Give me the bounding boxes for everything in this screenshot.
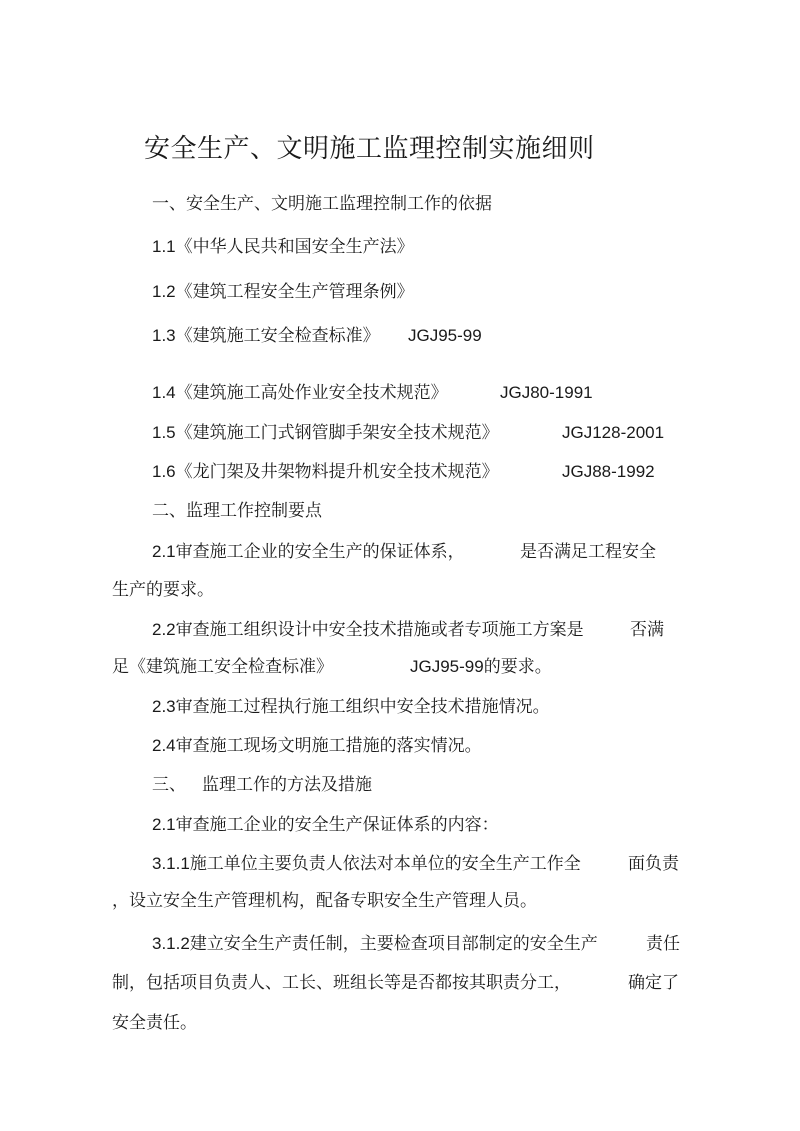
paragraph-text: 否满 [630, 620, 664, 640]
item-number: 2.1 [152, 542, 176, 561]
paragraph-text: 审查施工组织设计中安全技术措施或者专项施工方案是 [175, 620, 584, 640]
item-number: 3.1.2 [152, 934, 190, 953]
item-number: 3.1.1 [152, 854, 190, 873]
list-item [152, 382, 448, 404]
paragraph-text: 审查施工现场文明施工措施的落实情况。 [175, 736, 482, 756]
paragraph-text: ，设立安全生产管理机构，配备专职安全生产管理人员。 [112, 891, 537, 911]
item-number: 1.2 [152, 282, 176, 301]
paragraph-line [152, 853, 581, 875]
list-item [152, 281, 414, 303]
document-title: 安全生产、文明施工监理控制实施细则 [144, 134, 595, 164]
paragraph-line [152, 619, 584, 641]
paragraph-text: 是否满足工程安全 [520, 542, 656, 562]
item-number: 2.3 [152, 697, 176, 716]
paragraph-text: 审查施工过程执行施工组织中安全技术措施情况。 [175, 697, 550, 717]
standard-code: JGJ95-99 [408, 326, 482, 345]
item-text: 《龙门架及井架物料提升机安全技术规范》 [175, 462, 499, 482]
paragraph-text: 审查施工企业的安全生产保证体系的内容： [175, 815, 499, 835]
paragraph-line [152, 696, 550, 718]
standard-code: JGJ128-2001 [562, 423, 665, 442]
paragraph-text: 确定了 [628, 973, 679, 993]
paragraph-text: 安全责任。 [112, 1013, 197, 1033]
paragraph-text: 的要求。 [483, 657, 552, 677]
section-3-heading: 监理工作的方法及措施 [202, 775, 372, 795]
paragraph-text: 制，包括项目负责人、工长、班组长等是否都按其职责分工， [112, 973, 571, 993]
paragraph-line [152, 933, 598, 955]
item-text: 《建筑施工高处作业安全技术规范》 [175, 383, 448, 403]
paragraph-text: 责任 [646, 934, 680, 954]
item-number: 2.4 [152, 736, 176, 755]
paragraph-text: 建立安全生产责任制，主要检查项目部制定的安全生产 [189, 934, 598, 954]
paragraph-line [152, 814, 499, 836]
item-number: 2.2 [152, 620, 176, 639]
item-number: 1.3 [152, 326, 176, 345]
item-text: 《中华人民共和国安全生产法》 [175, 237, 414, 257]
paragraph-text: 生产的要求。 [112, 580, 214, 600]
list-item [152, 422, 499, 444]
standard-code: JGJ95-99 [410, 657, 484, 676]
paragraph-line [152, 541, 465, 563]
item-number: 1.5 [152, 423, 176, 442]
paragraph-line [410, 656, 552, 678]
section-2-heading: 二、监理工作控制要点 [152, 501, 322, 521]
section-3-heading-number: 三、 [152, 775, 186, 795]
paragraph-text: 面负责 [628, 854, 679, 874]
paragraph-text: 足《建筑施工安全检查标准》 [112, 657, 333, 677]
item-text: 《建筑施工门式钢管脚手架安全技术规范》 [175, 423, 499, 443]
item-text: 《建筑工程安全生产管理条例》 [175, 282, 414, 302]
standard-code: JGJ88-1992 [562, 462, 655, 481]
section-1-heading: 一、安全生产、文明施工监理控制工作的依据 [152, 194, 492, 214]
item-number: 1.1 [152, 237, 176, 256]
paragraph-text: 施工单位主要负责人依法对本单位的安全生产工作全 [189, 854, 581, 874]
standard-code: JGJ80-1991 [500, 383, 593, 402]
item-number: 1.6 [152, 462, 176, 481]
list-item [152, 325, 380, 347]
item-number: 2.1 [152, 815, 176, 834]
list-item [152, 461, 499, 483]
item-number: 1.4 [152, 383, 176, 402]
paragraph-line [152, 735, 482, 757]
list-item [152, 236, 414, 258]
item-text: 《建筑施工安全检查标准》 [175, 326, 380, 346]
paragraph-text: 审查施工企业的安全生产的保证体系， [175, 542, 465, 562]
